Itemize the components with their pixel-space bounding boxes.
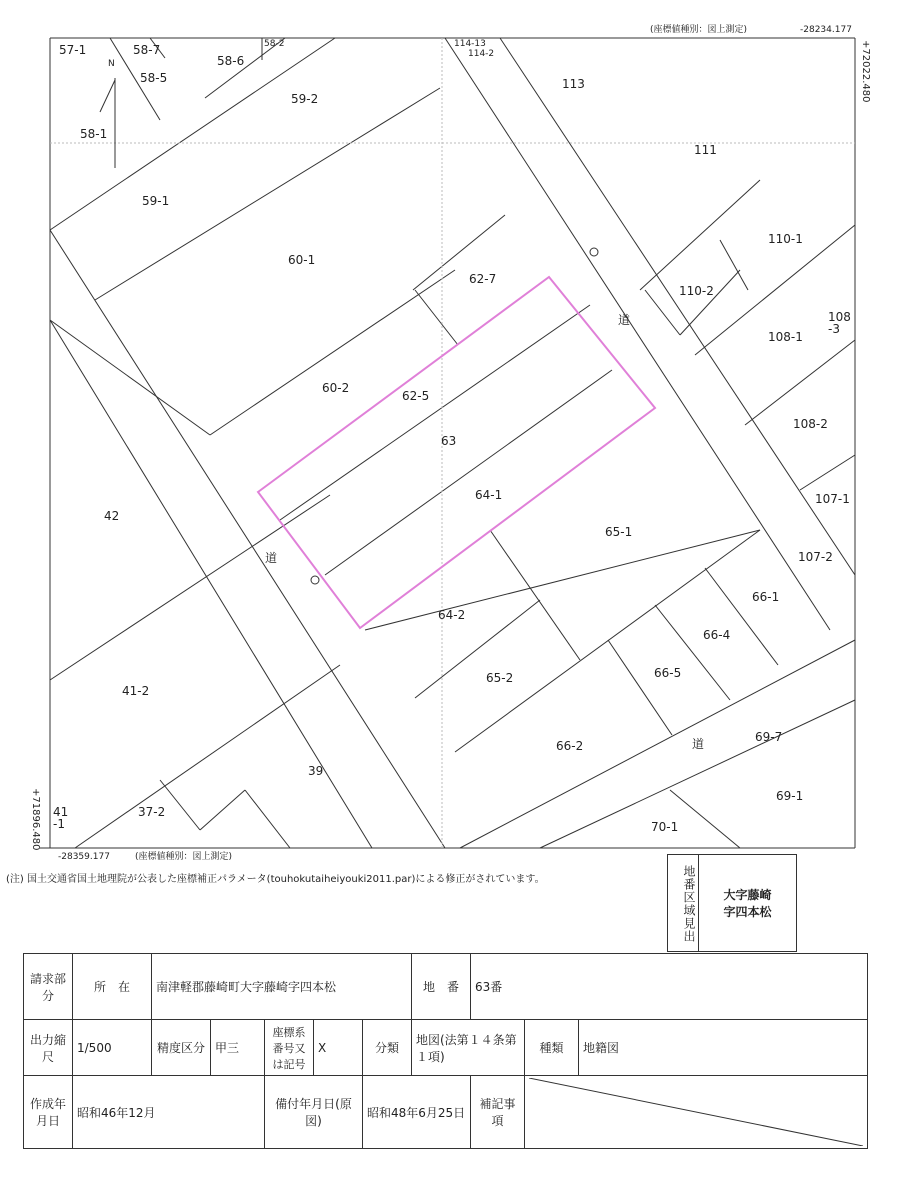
parcel-label: 58-1 <box>80 127 108 141</box>
parcel-label: 66-1 <box>752 590 780 604</box>
supplement-value <box>525 1076 868 1149</box>
class-label: 分類 <box>363 1020 412 1076</box>
coord-type-top: (座標値種別：図上測定) <box>650 25 748 35</box>
parcel-label: 59-1 <box>142 194 170 208</box>
parcel-label: 113 <box>562 77 585 91</box>
parcel-label: 58-7 <box>133 43 161 57</box>
supplement-label: 補記事項 <box>471 1076 525 1149</box>
coord-left-bottom: +71896.480 <box>30 788 41 851</box>
parcel-label: 41 <box>53 805 69 819</box>
parcel-label: 70-1 <box>651 820 679 834</box>
parcel-label: 66-5 <box>654 666 682 680</box>
parcel-label: 41-2 <box>122 684 150 698</box>
info-table <box>23 953 868 1149</box>
requester-label: 請求部分 <box>24 954 73 1020</box>
coord-type-bottom: (座標値種別：図上測定) <box>135 852 233 862</box>
parcel-label: 59-2 <box>291 92 319 106</box>
road-label: 道 <box>692 737 705 751</box>
lot-label: 地 番 <box>412 954 471 1020</box>
parcel-label: 114-2 <box>468 49 495 59</box>
coord-right-top: +72022.480 <box>860 40 871 103</box>
road-label: 道 <box>265 551 278 565</box>
parcel-label: 66-2 <box>556 739 584 753</box>
scale-label: 出力縮尺 <box>24 1020 73 1076</box>
highlighted-parcel-63 <box>258 277 655 628</box>
class-value: 地図(法第１４条第１項) <box>412 1020 525 1076</box>
parcel-label: 64-2 <box>438 608 466 622</box>
remarks-date-value: 昭和48年6月25日 <box>363 1076 471 1149</box>
parcel-label: 62-7 <box>469 272 497 286</box>
region-index-label: 地番区域見出 <box>668 855 699 951</box>
remarks-date-label: 備付年月日(原図) <box>265 1076 363 1149</box>
parcel-label: 63 <box>441 434 457 448</box>
north-label: N <box>108 59 115 69</box>
parcel-label: 57-1 <box>59 43 87 57</box>
kind-label: 種類 <box>525 1020 579 1076</box>
scale-value: 1/500 <box>73 1020 152 1076</box>
precision-label: 精度区分 <box>152 1020 211 1076</box>
parcel-label: -1 <box>53 817 65 831</box>
parcel-label: 65-1 <box>605 525 633 539</box>
parcel-label: 107-2 <box>798 550 833 564</box>
location-label: 所 在 <box>73 954 152 1020</box>
parcel-label: 42 <box>104 509 120 523</box>
parcel-label: 64-1 <box>475 488 503 502</box>
road-label: 道 <box>618 313 631 327</box>
coord-top-right: -28234.177 <box>800 25 852 35</box>
created-label: 作成年月日 <box>24 1076 73 1149</box>
parcel-label: -3 <box>828 322 840 336</box>
coord-bottom-left: -28359.177 <box>58 852 110 862</box>
parcel-label: 58-2 <box>264 39 285 49</box>
region-index-value: 大字藤崎 字四本松 <box>723 888 772 919</box>
parcel-label: 60-2 <box>322 381 350 395</box>
parcel-label: 39 <box>308 764 324 778</box>
parcel-label: 110-2 <box>679 284 714 298</box>
parcel-label: 66-4 <box>703 628 731 642</box>
parcel-label: 111 <box>694 143 717 157</box>
parcel-label: 69-1 <box>776 789 804 803</box>
parcel-label: 108-2 <box>793 417 828 431</box>
parcel-label: 108 <box>828 310 851 324</box>
parcel-label: 107-1 <box>815 492 850 506</box>
coord-sys-value: X <box>314 1020 363 1076</box>
lot-value: 63番 <box>471 954 868 1020</box>
precision-value: 甲三 <box>211 1020 265 1076</box>
parcel-label: 58-5 <box>140 71 168 85</box>
parcel-label: 110-1 <box>768 232 803 246</box>
coord-sys-label: 座標系番号又は記号 <box>265 1020 314 1076</box>
region-index-box <box>667 854 797 952</box>
kind-value: 地籍図 <box>579 1020 868 1076</box>
location-value: 南津軽郡藤崎町大字藤崎字四本松 <box>152 954 412 1020</box>
parcel-label: 62-5 <box>402 389 430 403</box>
parcel-label: 114-13 <box>454 39 486 49</box>
created-value: 昭和46年12月 <box>73 1076 265 1149</box>
parcel-label: 60-1 <box>288 253 316 267</box>
parcel-label: 65-2 <box>486 671 514 685</box>
correction-note: (注) 国土交通省国土地理院が公表した座標補正パラメータ(touhokutaiheiyouki2011.par)による修正がされています。 <box>6 874 545 885</box>
parcel-label: 58-6 <box>217 54 245 68</box>
parcel-label: 69-7 <box>755 730 783 744</box>
parcel-label: 108-1 <box>768 330 803 344</box>
parcel-label: 37-2 <box>138 805 166 819</box>
